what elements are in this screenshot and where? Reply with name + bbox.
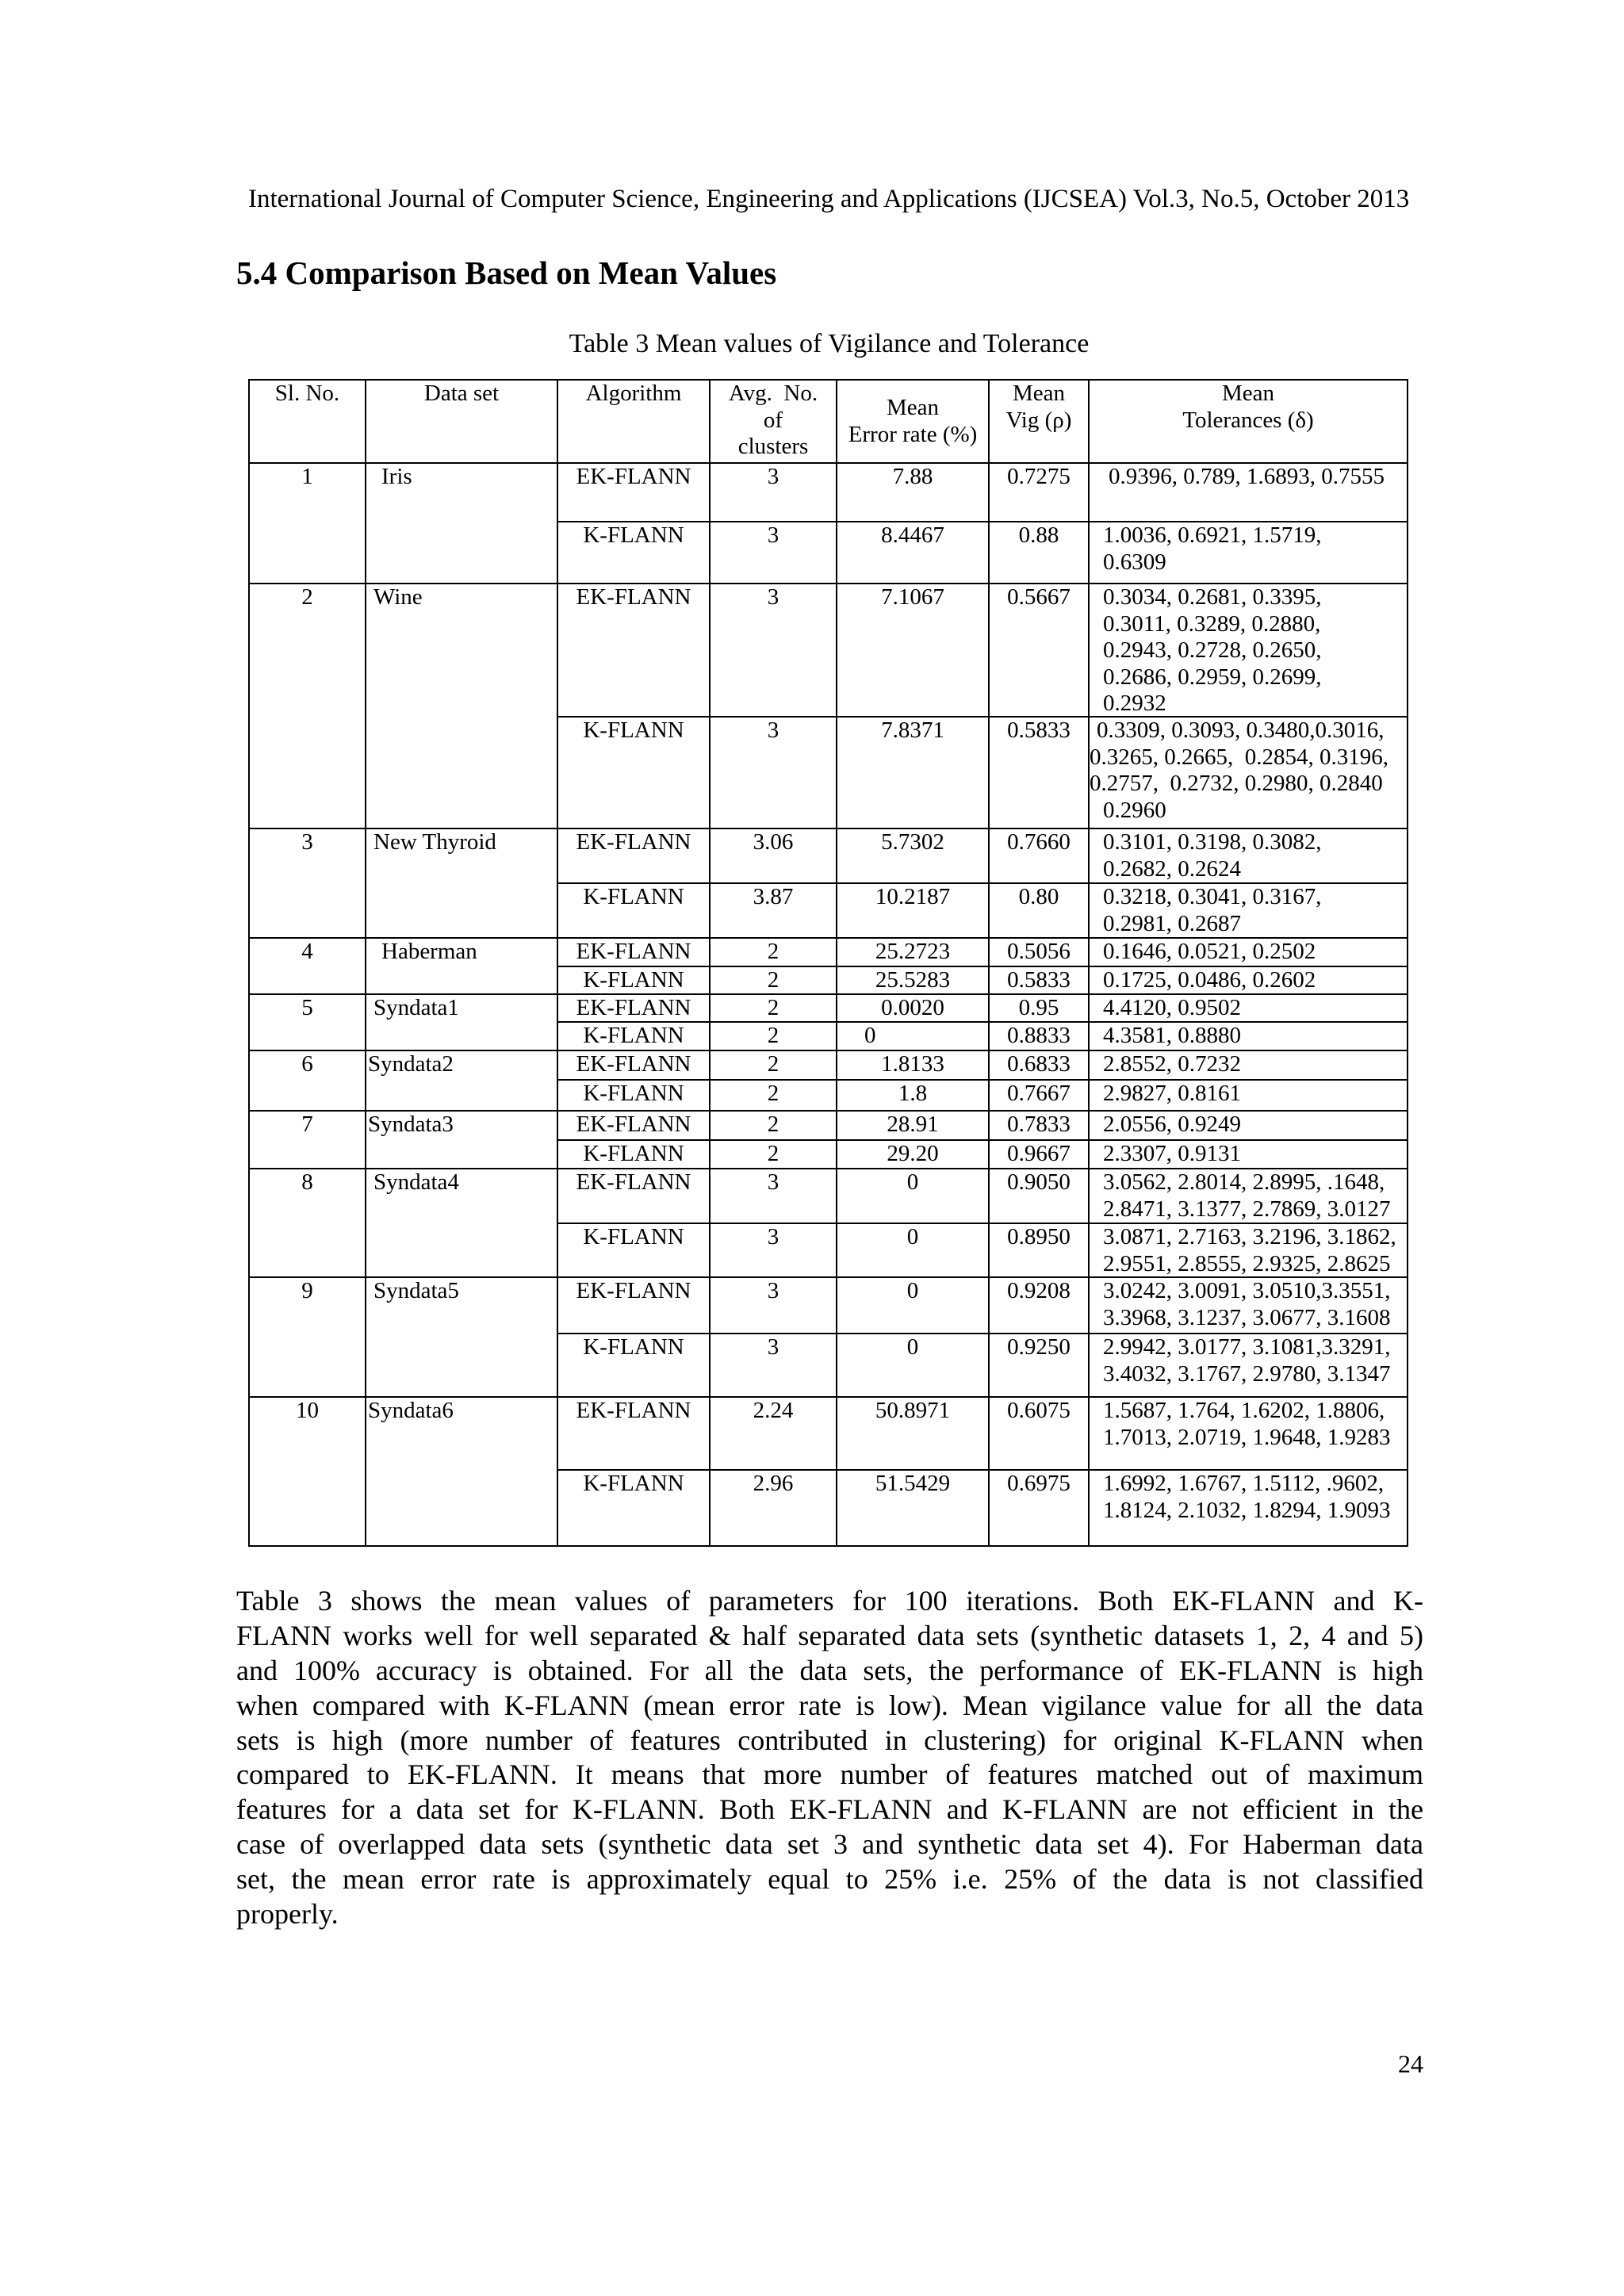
sl-no-cell: 9: [250, 1278, 366, 1398]
clusters-cell: 3: [710, 584, 837, 718]
tolerance-line: 2.0556, 0.9249: [1103, 1112, 1241, 1137]
header-label-line: Vig (ρ): [1005, 407, 1072, 433]
tolerances-cell: [1090, 1112, 1408, 1141]
algorithm-cell: EK-FLANN: [558, 1112, 710, 1141]
header-label-line: Sl. No.: [274, 381, 340, 406]
tolerance-line: 0.3011, 0.3289, 0.2880,: [1103, 610, 1321, 637]
header-label-line: Mean: [886, 395, 940, 420]
vigilance-cell: 0.5833: [990, 967, 1090, 995]
tolerance-line: 0.3265, 0.2665, 0.2854, 0.3196,: [1090, 744, 1388, 770]
sl-no-cell: 3: [250, 829, 366, 939]
table-header-cell: [1090, 381, 1408, 464]
vigilance-cell: 0.9050: [990, 1169, 1090, 1224]
header-label-line: Mean: [1012, 381, 1066, 406]
dataset-cell: Syndata1: [366, 995, 558, 1051]
tolerance-line: 0.2981, 0.2687: [1103, 910, 1241, 936]
header-label-line: Algorithm: [585, 381, 682, 406]
clusters-cell: 2: [710, 1051, 837, 1081]
error-rate-cell: 8.4467: [837, 522, 990, 584]
paragraph-line: sets is high (more number of features contributed in clustering) for original K-FLANN when: [236, 1724, 1423, 1756]
vigilance-cell: 0.5833: [990, 718, 1090, 829]
tolerances-cell: [1090, 1278, 1408, 1334]
vigilance-cell: 0.8833: [990, 1023, 1090, 1051]
error-rate-cell: 7.8371: [837, 718, 990, 829]
tolerance-line: 0.6309: [1103, 549, 1166, 575]
vigilance-cell: 0.6975: [990, 1471, 1090, 1547]
page-number: 24: [1398, 2049, 1423, 2078]
dataset-cell: Syndata6: [366, 1398, 558, 1547]
clusters-cell: 3: [710, 464, 837, 522]
tolerance-line: 0.2757, 0.2732, 0.2980, 0.2840: [1090, 771, 1383, 796]
dataset-cell: Haberman: [366, 939, 558, 995]
clusters-cell: 2: [710, 967, 837, 995]
table-header-cell: [710, 381, 837, 464]
algorithm-cell: EK-FLANN: [558, 1169, 710, 1224]
sl-no-cell: 1: [250, 464, 366, 584]
tolerance-line: 4.4120, 0.9502: [1103, 995, 1241, 1020]
tolerances-cell: [1090, 1023, 1408, 1051]
clusters-cell: 3: [710, 718, 837, 829]
paragraph-line: compared to EK-FLANN. It means that more number of features matched out of maximum: [236, 1758, 1423, 1791]
paragraph-line: features for a data set for K-FLANN. Both EK-FLANN and K-FLANN are not efficient in the: [236, 1793, 1423, 1826]
clusters-cell: 2.24: [710, 1398, 837, 1471]
tolerance-line: 0.3034, 0.2681, 0.3395,: [1103, 584, 1322, 610]
clusters-cell: 2: [710, 1112, 837, 1141]
sl-no-cell: 5: [250, 995, 366, 1051]
tolerances-cell: [1090, 1051, 1408, 1081]
dataset-cell: Syndata3: [366, 1112, 558, 1169]
clusters-cell: 2: [710, 995, 837, 1023]
tolerances-cell: [1090, 584, 1408, 718]
tolerances-cell: [1090, 1169, 1408, 1224]
header-label-line: Avg. No.: [728, 381, 818, 406]
header-label-line: clusters: [737, 434, 809, 459]
sl-no-cell: 7: [250, 1112, 366, 1169]
algorithm-cell: EK-FLANN: [558, 1051, 710, 1081]
algorithm-cell: K-FLANN: [558, 1334, 710, 1398]
tolerances-cell: [1090, 522, 1408, 584]
paragraph-line: case of overlapped data sets (synthetic data set 3 and synthetic data set 4). For Haberman data: [236, 1828, 1423, 1861]
vigilance-cell: 0.8950: [990, 1224, 1090, 1278]
error-rate-cell: 29.20: [837, 1141, 990, 1169]
dataset-cell: Syndata2: [366, 1051, 558, 1112]
table-header-cell: [837, 381, 990, 464]
dataset-cell: Wine: [366, 584, 558, 829]
tolerance-line: 0.1725, 0.0486, 0.2602: [1103, 967, 1316, 993]
error-rate-cell: 0: [837, 1278, 990, 1334]
tolerance-line: 2.8552, 0.7232: [1103, 1051, 1241, 1077]
tolerances-cell: [1090, 1081, 1408, 1112]
paragraph-line: FLANN works well for well separated & half separated data sets (synthetic datasets 1, 2, 4 and 5): [236, 1619, 1423, 1651]
tolerance-line: 0.3218, 0.3041, 0.3167,: [1103, 884, 1322, 909]
tolerance-line: 1.7013, 2.0719, 1.9648, 1.9283: [1103, 1424, 1391, 1450]
algorithm-cell: EK-FLANN: [558, 464, 710, 522]
algorithm-cell: EK-FLANN: [558, 1398, 710, 1471]
tolerance-line: 2.9942, 3.0177, 3.1081,3.3291,: [1103, 1334, 1391, 1360]
tolerance-line: 3.3968, 3.1237, 3.0677, 3.1608: [1103, 1304, 1391, 1330]
algorithm-cell: K-FLANN: [558, 884, 710, 939]
tolerances-cell: [1090, 995, 1408, 1023]
tolerances-cell: [1090, 1334, 1408, 1398]
tolerance-line: 3.0242, 3.0091, 3.0510,3.3551,: [1103, 1278, 1391, 1303]
vigilance-cell: 0.80: [990, 884, 1090, 939]
error-rate-cell: 0: [837, 1224, 990, 1278]
error-rate-cell: 25.2723: [837, 939, 990, 967]
algorithm-cell: K-FLANN: [558, 522, 710, 584]
sl-no-cell: 4: [250, 939, 366, 995]
tolerance-line: 0.2943, 0.2728, 0.2650,: [1103, 637, 1322, 663]
clusters-cell: 3.06: [710, 829, 837, 884]
error-rate-cell: 10.2187: [837, 884, 990, 939]
table-caption: Table 3 Mean values of Vigilance and Tolerance: [569, 329, 1090, 358]
vigilance-cell: 0.9667: [990, 1141, 1090, 1169]
error-rate-cell: 28.91: [837, 1112, 990, 1141]
tolerance-line: 2.3307, 0.9131: [1103, 1141, 1241, 1166]
tolerance-line: 0.3101, 0.3198, 0.3082,: [1103, 829, 1322, 855]
algorithm-cell: K-FLANN: [558, 1081, 710, 1112]
algorithm-cell: EK-FLANN: [558, 995, 710, 1023]
tolerances-cell: [1090, 718, 1408, 829]
clusters-cell: 3: [710, 1169, 837, 1224]
vigilance-cell: 0.5056: [990, 939, 1090, 967]
paragraph-line: properly.: [236, 1898, 339, 1931]
dataset-cell: Iris: [366, 464, 558, 584]
tolerance-line: 0.2686, 0.2959, 0.2699,: [1103, 664, 1322, 690]
vigilance-cell: 0.5667: [990, 584, 1090, 718]
tolerance-line: 1.8124, 2.1032, 1.8294, 1.9093: [1103, 1497, 1391, 1523]
algorithm-cell: EK-FLANN: [558, 939, 710, 967]
clusters-cell: 3.87: [710, 884, 837, 939]
algorithm-cell: EK-FLANN: [558, 1278, 710, 1334]
vigilance-cell: 0.9250: [990, 1334, 1090, 1398]
header-label-line: Data set: [423, 381, 500, 406]
vigilance-cell: 0.95: [990, 995, 1090, 1023]
vigilance-cell: 0.7667: [990, 1081, 1090, 1112]
clusters-cell: 2.96: [710, 1471, 837, 1547]
tolerance-line: 2.8471, 3.1377, 2.7869, 3.0127: [1103, 1196, 1391, 1222]
clusters-cell: 3: [710, 1334, 837, 1398]
sl-no-cell: 10: [250, 1398, 366, 1547]
tolerances-cell: [1090, 1471, 1408, 1547]
error-rate-cell: 25.5283: [837, 967, 990, 995]
tolerance-line: 4.3581, 0.8880: [1103, 1023, 1241, 1048]
vigilance-cell: 0.6833: [990, 1051, 1090, 1081]
error-rate-cell: 0: [837, 1169, 990, 1224]
clusters-cell: 3: [710, 522, 837, 584]
sl-no-cell: 8: [250, 1169, 366, 1278]
error-rate-cell: 0.0020: [837, 995, 990, 1023]
tolerances-cell: [1090, 1398, 1408, 1471]
algorithm-cell: K-FLANN: [558, 1023, 710, 1051]
error-rate-cell: 51.5429: [837, 1471, 990, 1547]
paragraph-line: when compared with K-FLANN (mean error rate is low). Mean vigilance value for all the data: [236, 1689, 1423, 1721]
paragraph-line: set, the mean error rate is approximately equal to 25% i.e. 25% of the data is not classified: [236, 1863, 1423, 1896]
algorithm-cell: K-FLANN: [558, 1141, 710, 1169]
tolerance-line: 2.9827, 0.8161: [1103, 1081, 1241, 1106]
tolerance-line: 0.2932: [1103, 691, 1166, 716]
error-rate-cell: 0: [837, 1023, 990, 1051]
tolerances-cell: [1090, 967, 1408, 995]
running-header: International Journal of Computer Science, Engineering and Applications (IJCSEA) Vol.3, No.5, October 2013: [248, 185, 1410, 213]
vigilance-cell: 0.9208: [990, 1278, 1090, 1334]
tolerance-line: 0.2960: [1103, 797, 1166, 823]
error-rate-cell: 7.88: [837, 464, 990, 522]
clusters-cell: 2: [710, 1023, 837, 1051]
header-label-line: of: [763, 407, 783, 433]
tolerance-line: 0.2682, 0.2624: [1103, 855, 1241, 882]
tolerance-line: 1.6992, 1.6767, 1.5112, .9602,: [1103, 1471, 1385, 1496]
section-heading: 5.4 Comparison Based on Mean Values: [236, 254, 777, 291]
clusters-cell: 2: [710, 939, 837, 967]
clusters-cell: 2: [710, 1141, 837, 1169]
tolerance-line: 0.1646, 0.0521, 0.2502: [1103, 939, 1316, 964]
clusters-cell: 2: [710, 1081, 837, 1112]
header-label-line: Error rate (%): [848, 421, 978, 447]
table-header-cell: [250, 381, 366, 464]
error-rate-cell: 1.8133: [837, 1051, 990, 1081]
tolerances-cell: [1090, 1224, 1408, 1278]
tolerances-cell: [1090, 939, 1408, 967]
sl-no-cell: 2: [250, 584, 366, 829]
tolerances-cell: [1090, 1141, 1408, 1169]
tolerances-cell: [1090, 829, 1408, 884]
dataset-cell: Syndata4: [366, 1169, 558, 1278]
tolerance-line: 0.3309, 0.3093, 0.3480,0.3016,: [1097, 718, 1385, 743]
tolerance-line: 2.9551, 2.8555, 2.9325, 2.8625: [1103, 1250, 1391, 1276]
algorithm-cell: K-FLANN: [558, 1224, 710, 1278]
tolerance-line: 3.4032, 3.1767, 2.9780, 3.1347: [1103, 1360, 1391, 1387]
vigilance-cell: 0.7833: [990, 1112, 1090, 1141]
tolerances-cell: [1090, 464, 1408, 522]
tolerance-line: 1.5687, 1.764, 1.6202, 1.8806,: [1103, 1398, 1385, 1423]
algorithm-cell: EK-FLANN: [558, 829, 710, 884]
table-header-cell: [990, 381, 1090, 464]
results-table: [248, 379, 1408, 1547]
tolerance-line: 0.9396, 0.789, 1.6893, 0.7555: [1109, 464, 1385, 489]
algorithm-cell: EK-FLANN: [558, 584, 710, 718]
header-label-line: Mean: [1221, 381, 1275, 406]
tolerance-line: 3.0871, 2.7163, 3.2196, 3.1862,: [1103, 1224, 1396, 1249]
clusters-cell: 3: [710, 1224, 837, 1278]
table-header-cell: [366, 381, 558, 464]
paragraph-line: Table 3 shows the mean values of parameters for 100 iterations. Both EK-FLANN and K-: [236, 1585, 1423, 1617]
vigilance-cell: 0.88: [990, 522, 1090, 584]
body-paragraph: [236, 1584, 1423, 1932]
vigilance-cell: 0.7275: [990, 464, 1090, 522]
error-rate-cell: 50.8971: [837, 1398, 990, 1471]
dataset-cell: Syndata5: [366, 1278, 558, 1398]
algorithm-cell: K-FLANN: [558, 1471, 710, 1547]
dataset-cell: New Thyroid: [366, 829, 558, 939]
algorithm-cell: K-FLANN: [558, 718, 710, 829]
paragraph-line: and 100% accuracy is obtained. For all the data sets, the performance of EK-FLANN is high: [236, 1654, 1423, 1686]
vigilance-cell: 0.7660: [990, 829, 1090, 884]
sl-no-cell: 6: [250, 1051, 366, 1112]
vigilance-cell: 0.6075: [990, 1398, 1090, 1471]
header-label-line: Tolerances (δ): [1182, 407, 1314, 433]
error-rate-cell: 5.7302: [837, 829, 990, 884]
clusters-cell: 3: [710, 1278, 837, 1334]
error-rate-cell: 1.8: [837, 1081, 990, 1112]
table-header-cell: [558, 381, 710, 464]
error-rate-cell: 7.1067: [837, 584, 990, 718]
error-rate-cell: 0: [837, 1334, 990, 1398]
tolerances-cell: [1090, 884, 1408, 939]
tolerance-line: 1.0036, 0.6921, 1.5719,: [1103, 522, 1322, 548]
tolerance-line: 3.0562, 2.8014, 2.8995, .1648,: [1103, 1169, 1385, 1195]
algorithm-cell: K-FLANN: [558, 967, 710, 995]
